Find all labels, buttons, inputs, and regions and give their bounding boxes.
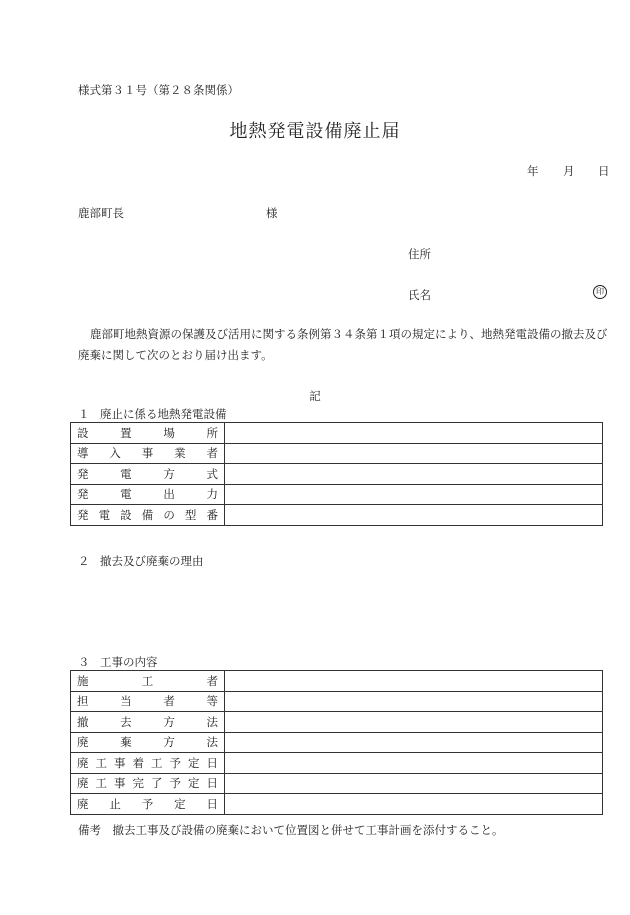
label-char: 定 (188, 755, 200, 770)
table-row (71, 753, 603, 774)
label-char: の (163, 507, 175, 522)
spread-label (77, 507, 218, 523)
section2-number: ２ (78, 554, 90, 568)
row-value[interactable] (225, 753, 603, 774)
label-char: 者 (163, 694, 175, 709)
section2-title: 撤去及び廃棄の理由 (100, 554, 204, 568)
spread-label (77, 445, 218, 461)
label-char: 予 (141, 796, 154, 811)
label-char: 方 (163, 735, 175, 750)
spread-label (77, 693, 218, 709)
label-char: 廃 (77, 755, 89, 770)
row-label (71, 464, 225, 485)
row-value[interactable] (225, 443, 603, 464)
row-value[interactable] (225, 671, 603, 692)
table-row (71, 794, 603, 815)
label-char: 置 (120, 425, 132, 440)
spread-label (77, 755, 218, 771)
label-char: 法 (206, 714, 218, 729)
table-row (71, 505, 603, 526)
label-char: 日 (206, 776, 218, 791)
row-value[interactable] (225, 505, 603, 526)
spread-label (77, 466, 218, 482)
row-label (71, 484, 225, 505)
seal-mark: 印 (593, 285, 607, 299)
remarks-note: 備考 撤去工事及び設備の廃棄において位置図と併せて工事計画を添付すること。 (78, 823, 504, 837)
row-value[interactable] (225, 484, 603, 505)
ki-heading: 記 (309, 389, 321, 403)
table-row (71, 691, 603, 712)
table-row (71, 671, 603, 692)
row-label (71, 732, 225, 753)
spread-label (77, 734, 218, 750)
construction-table (70, 670, 603, 815)
label-char: 方 (163, 466, 175, 481)
label-char: 廃 (77, 735, 89, 750)
label-char: 定 (188, 776, 200, 791)
label-char: 廃 (77, 776, 89, 791)
label-char: 事 (141, 446, 154, 461)
label-char: 電 (98, 507, 111, 522)
table-row (71, 464, 603, 485)
label-char: 発 (77, 507, 89, 522)
label-char: 予 (169, 776, 181, 791)
label-char: 工 (95, 776, 107, 791)
label-char: 場 (163, 425, 175, 440)
label-char: 者 (206, 673, 218, 688)
label-char: 定 (174, 796, 186, 811)
row-label (71, 691, 225, 712)
label-char: 発 (77, 487, 89, 502)
label-char: 事 (114, 776, 126, 791)
spread-label (77, 714, 218, 730)
label-char: 去 (120, 714, 132, 729)
row-label (71, 794, 225, 815)
label-char: 施 (77, 673, 89, 688)
spread-label (77, 796, 218, 812)
label-char: 式 (206, 466, 218, 481)
section3-title: 工事の内容 (100, 655, 158, 669)
label-char: 事 (114, 755, 126, 770)
label-char: 力 (206, 487, 218, 502)
row-value[interactable] (225, 691, 603, 712)
date-year-label: 年 (527, 164, 539, 178)
label-char: 入 (109, 446, 121, 461)
section3-heading (78, 654, 158, 670)
label-char: 予 (169, 755, 181, 770)
row-label (71, 443, 225, 464)
label-char: 設 (120, 507, 132, 522)
section1-title: 廃止に係る地熱発電設備 (100, 407, 227, 421)
recipient-name: 鹿部町長 (78, 206, 124, 220)
spread-label (77, 486, 218, 502)
section2-heading (78, 553, 204, 569)
section1-number: １ (78, 407, 90, 421)
table-row (71, 423, 603, 444)
name-label: 氏名 (408, 288, 431, 302)
label-char: 導 (77, 446, 89, 461)
label-char: 所 (206, 425, 218, 440)
label-char: 方 (163, 714, 175, 729)
label-char: 当 (120, 694, 132, 709)
body-text: 鹿部町地熱資源の保護及び活用に関する条例第３４条第１項の規定により、地熱発電設備の撤去及び廃棄に関して次のとおり届け出ます。 (78, 327, 608, 362)
label-char: 着 (132, 755, 144, 770)
label-char: 工 (141, 673, 154, 688)
section1-heading (78, 406, 227, 422)
label-char: 完 (132, 776, 144, 791)
row-label (71, 505, 225, 526)
spread-label (77, 425, 218, 441)
label-char: 日 (206, 796, 218, 811)
label-char: 設 (77, 425, 89, 440)
label-char: 等 (206, 694, 218, 709)
label-char: 法 (206, 735, 218, 750)
label-char: 電 (120, 487, 132, 502)
table-row (71, 773, 603, 794)
table-row (71, 712, 603, 733)
row-value[interactable] (225, 794, 603, 815)
document-title: 地熱発電設備廃止届 (229, 121, 401, 142)
label-char: 型 (184, 507, 197, 522)
label-char: 廃 (77, 796, 89, 811)
label-char: 工 (151, 755, 163, 770)
row-value[interactable] (225, 423, 603, 444)
address-label: 住所 (408, 247, 431, 261)
row-label (71, 773, 225, 794)
label-char: 棄 (120, 735, 132, 750)
row-label (71, 423, 225, 444)
label-char: 止 (109, 796, 121, 811)
label-char: 了 (151, 776, 163, 791)
equipment-table (70, 422, 603, 526)
label-char: 撤 (77, 714, 89, 729)
row-value[interactable] (225, 712, 603, 733)
date-month-label: 月 (563, 164, 575, 178)
label-char: 番 (206, 507, 218, 522)
label-char: 者 (206, 446, 218, 461)
form-number: 様式第３１号（第２８条関係） (78, 83, 239, 97)
row-label (71, 671, 225, 692)
table-row (71, 484, 603, 505)
label-char: 業 (174, 446, 186, 461)
recipient-honorific: 様 (266, 206, 278, 220)
date-day-label: 日 (598, 164, 610, 178)
table-row (71, 732, 603, 753)
table-row (71, 443, 603, 464)
row-label (71, 753, 225, 774)
label-char: 日 (206, 755, 218, 770)
row-value[interactable] (225, 773, 603, 794)
row-label (71, 712, 225, 733)
row-value[interactable] (225, 464, 603, 485)
label-char: 備 (141, 507, 154, 522)
label-char: 電 (120, 466, 132, 481)
label-char: 発 (77, 466, 89, 481)
section3-number: ３ (78, 655, 90, 669)
label-char: 出 (163, 487, 175, 502)
spread-label (77, 775, 218, 791)
label-char: 工 (95, 755, 107, 770)
label-char: 担 (77, 694, 89, 709)
spread-label (77, 673, 218, 689)
row-value[interactable] (225, 732, 603, 753)
